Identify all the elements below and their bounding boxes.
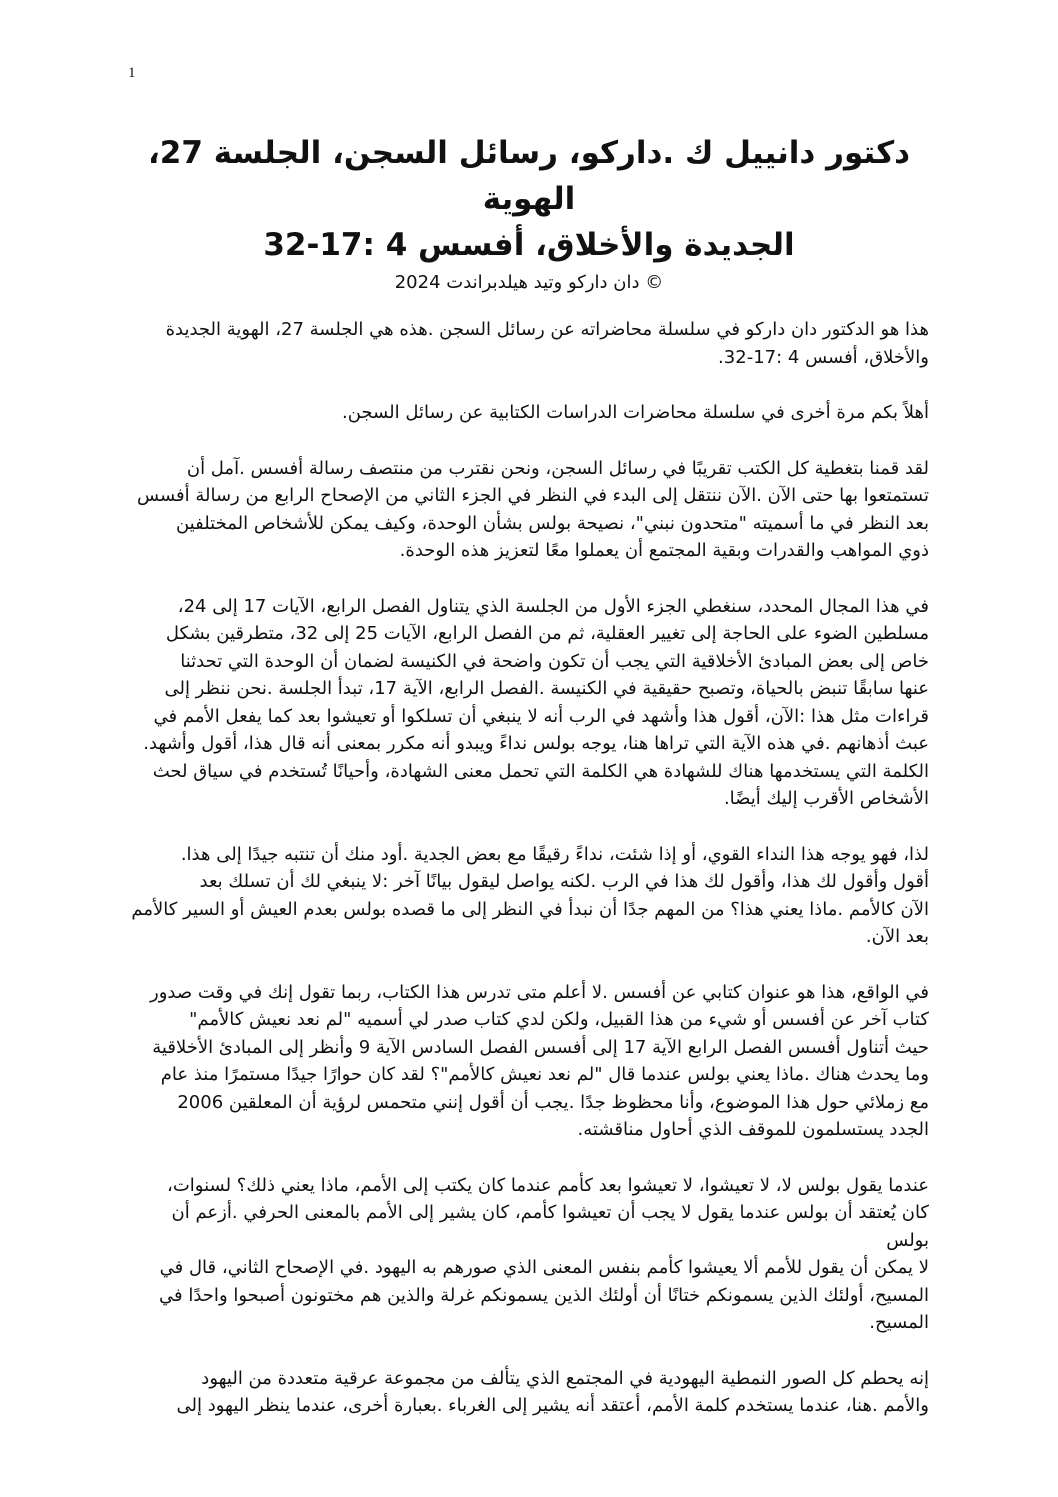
- text-line: تستمتعوا بها حتى الآن .الآن ننتقل إلى البدء في النظر في الجزء الثاني من الإصحاح الرابع من رسالة أفسس: [137, 485, 929, 506]
- text-line: في الواقع، هذا هو عنوان كتابي عن أفسس .لا أعلم متى تدرس هذا الكتاب، ربما تقول إنك في وقت صدور: [150, 981, 929, 1003]
- document-title: [109, 130, 949, 268]
- text-line: الآن كالأمم .ماذا يعني هذا؟ من المهم جدًا أن نبدأ في النظر إلى ما قصده بولس بعدم العيش أو السير كالأمم: [131, 898, 929, 920]
- text-line: .عبث أذهانهم .في هذه الآية التي تراها هنا، يوجه بولس نداءً ويبدو أنه مكرر بمعنى أنه قال هذا، أقول وأشهد: [143, 733, 929, 754]
- copyright-line: دان داركو وتيد هيلدبراندت 2024 ©: [394, 272, 664, 293]
- text-line: بعد النظر في ما أسميته "متحدون نبني"، نصيحة بولس بشأن الوحدة، وكيف يمكن للأشخاص المختلفين: [175, 512, 929, 534]
- document-body: [129, 316, 929, 1420]
- text-line: الكلمة التي يستخدمها هناك للشهادة هي الكلمة التي تحمل معنى الشهادة، وأحيانًا تُستخدم في سياق لحث: [152, 760, 929, 782]
- text-line: .ذوي المواهب والقدرات وبقية المجتمع أن يعملوا معًا لتعزيز هذه الوحدة: [399, 540, 929, 561]
- paragraph: [129, 593, 929, 813]
- text-line: لقد قمنا بتغطية كل الكتب تقريبًا في رسائل السجن، ونحن نقترب من منتصف رسالة أفسس .آمل أن: [186, 457, 929, 479]
- text-line: .الجدد يستسلمون للموقف الذي أحاول مناقشته: [577, 1119, 929, 1140]
- page-content: [109, 0, 949, 1420]
- text-line: مسلطين الضوء على الحاجة إلى تغيير العقلية، ثم من الفصل الرابع، الآيات 25 إلى 32، متطرقين بشكل: [165, 623, 929, 644]
- text-line: والأمم .هنا، عندما يستخدم كلمة الأمم، أعتقد أنه يشير إلى الغرباء .بعبارة أخرى، عندما ينظر اليهود إلى: [176, 1395, 929, 1416]
- text-line: .الأشخاص الأقرب إليك أيضًا: [723, 788, 929, 809]
- text-line: قراءات مثل هذا :الآن، أقول هذا وأشهد في الرب أنه لا ينبغي أن تسلكوا أو تعيشوا بعد كما يفعل الأمم في: [153, 705, 929, 727]
- text-line: "كتاب آخر عن أفسس أو شيء من هذا القبيل، ولكن لدي كتاب صدر لي أسميه "لم نعد نعيش كالأمم: [189, 1009, 929, 1030]
- paragraph: [129, 979, 929, 1144]
- text-line: وما يحدث هناك .ماذا يعني بولس عندما قال "لم نعد نعيش كالأمم"؟ لقد كان حوارًا جيدًا مستمرًا منذ عام: [160, 1064, 929, 1085]
- paragraph: [129, 1365, 929, 1420]
- text-line: .والأخلاق، أفسس 4 :17-32: [718, 346, 929, 368]
- text-line: لا يمكن أن يقول للأمم ألا يعيشوا كأمم بنفس المعنى الذي صورهم به اليهود .في الإصحاح الثاني، قال في: [159, 1257, 929, 1278]
- text-line: ،في هذا المجال المحدد، سنغطي الجزء الأول من الجلسة الذي يتناول الفصل الرابع، الآيات 17 إلى 24: [177, 595, 929, 617]
- paragraph: [129, 841, 929, 951]
- text-line: .بعد الآن: [865, 926, 929, 947]
- paragraph: [129, 399, 929, 427]
- text-line: خاص إلى بعض المبادئ الأخلاقية التي يجب أن تكون واضحة في الكنيسة لضمان أن الوحدة التي تحدثنا: [180, 650, 929, 672]
- text-line: حيث أتناول أفسس الفصل الرابع الآية 17 إلى أفسس الفصل السادس الآية 9 وأنظر إلى المبادئ الأخلاقية: [152, 1036, 929, 1058]
- text-line: أقول وأقول لك هذا، وأقول لك هذا في الرب .لكنه يواصل ليقول بيانًا آخر :لا ينبغي لك أن تسلك بعد: [199, 871, 929, 892]
- title-line: دكتور دانييل ك .داركو، رسائل السجن، الجلسة 27، الهوية: [147, 135, 911, 217]
- paragraph: [129, 1172, 929, 1337]
- text-line: .أهلاً بكم مرة أخرى في سلسلة محاضرات الدراسات الكتابية عن رسائل السجن: [342, 402, 929, 423]
- paragraph: [129, 455, 929, 565]
- text-line: ،عندما يقول بولس لا، لا تعيشوا، لا تعيشوا بعد كأمم عندما كان يكتب إلى الأمم، ماذا يعني ذلك؟ لسنوات: [167, 1174, 929, 1196]
- text-line: مع زملائي حول هذا الموضوع، وأنا محظوظ جدًا .يجب أن أقول إنني متحمس لرؤية أن المعلقين 2006: [177, 1091, 929, 1113]
- page-number: 1: [128, 65, 136, 81]
- text-line: عنها سابقًا تنبض بالحياة، وتصبح حقيقية في الكنيسة .الفصل الرابع، الآية 17، تبدأ الجلسة .نحن ننظر إلى: [164, 678, 929, 699]
- title-line: الجديدة والأخلاق، أفسس 4 :17-32: [263, 227, 795, 263]
- text-line: كان يُعتقد أن بولس عندما يقول لا يجب أن تعيشوا كأمم، كان يشير إلى الأمم بالمعنى الحرفي .أزعم أن بولس: [171, 1202, 929, 1251]
- paragraph: [129, 316, 929, 371]
- text-line: .المسيح: [869, 1312, 929, 1333]
- text-line: إنه يحطم كل الصور النمطية اليهودية في المجتمع الذي يتألف من مجموعة عرقية متعددة من اليهود: [201, 1367, 929, 1389]
- text-line: المسيح، أولئك الذين يسمونكم ختانًا أن أولئك الذين يسمونكم غرلة والذين هم مختونون أصبحوا واحدًا في: [159, 1284, 929, 1306]
- text-line: هذا هو الدكتور دان داركو في سلسلة محاضراته عن رسائل السجن .هذه هي الجلسة 27، الهوية الجديدة: [165, 319, 929, 340]
- text-line: .لذا، فهو يوجه هذا النداء القوي، أو إذا شئت، نداءً رقيقًا مع بعض الجدية .أود منك أن تنتبه جيدًا إلى هذا: [180, 843, 929, 865]
